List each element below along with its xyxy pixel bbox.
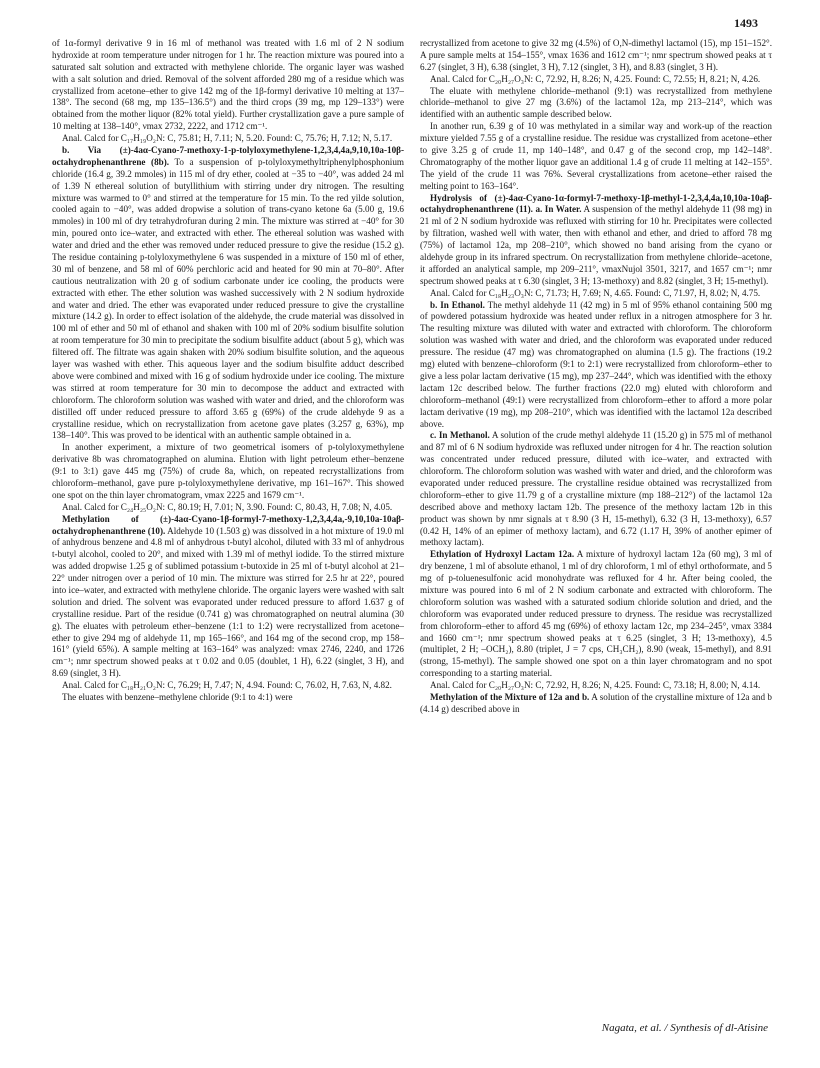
- right-column: [420, 38, 772, 1008]
- paragraph-text: A suspension of the methyl aldehyde 11 (98 mg) in 21 ml of 2 N sodium hydroxide was refluxed with stirring for 10 hr. Precipitates were collected by filtration, washed well with water, then with ethanol and ether, and dried to afford 78 mg (75%) of lactamol 12a, mp 208–210°, which showed no band arising from the cyano or aldehyde group in its infrared spectrum. On recrystallization from methylene chloride–acetone, it afforded an analytical sample, mp 209–211°, νmaxNujol 3501, 3217, and 1657 cm⁻¹; nmr spectrum showed peaks at τ 6.30 (singlet, 3 H; 13-methoxy) and 8.82 (singlet, 3 H; 15-methyl).: [420, 204, 772, 286]
- paragraph: The eluate with methylene chloride–methanol (9:1) was recrystallized from methylene chloride–methanol to give 27 mg (3.6%) of the lactamol 12a, mp 213–214°, which was identified with an authentic sample described below.: [420, 85, 772, 120]
- paragraph: [420, 300, 772, 431]
- paragraph-text: A solution of the crystalline mixture of 12a and b (4.14 g) described above in: [420, 691, 772, 714]
- paragraph: [420, 430, 772, 549]
- paragraph: of 1α-formyl derivative 9 in 16 ml of methanol was treated with 1.6 ml of 2 N sodium hydroxide at room temperature under nitrogen for 1 hr. The reaction mixture was poured into a saturated salt solution and extracted with methylene chloride. The organic layer was washed with a salt solution and dried. Removal of the solvent afforded 280 mg of a residue which was crystallized from acetone–ether to give 142 mg of the 1β-formyl derivative 10 melting at 137–138°. The second (68 mg, mp 135–136.5°) and the third crops (39 mg, mp 129–133°) were obtained from the mother liquor (82% total yield). Further crystallization gave a pure sample of 10 melting at 138–140°, νmax 2732, 2222, and 1712 cm⁻¹.: [52, 38, 404, 132]
- paragraph-text: Aldehyde 10 (1.503 g) was dissolved in a hot mixture of 19.0 ml of anhydrous benzene and 4.8 ml of anhydrous t-butyl alcohol, diluted with 33 ml of anhydrous t-butyl alcohol, cooled to 20°, and mixed with 1.39 ml of methyl iodide. To the stirred mixture was added dropwise 1.25 g of sublimed potassium t-butoxide in 25 ml of t-butyl alcohol at 21–22° under nitrogen over a period of 10 min. The mixture was stirred for 2.5 hr at 22°, poured into ice–water, and extracted with methylene chloride. The organic layers were washed with salt solution and dried. The solvent was evaporated under reduced pressure to afford 1.637 g of crystalline residue. Part of the residue (0.741 g) was chromatographed on neutral alumina (30 g). The eluates with petroleum ether–benzene (1:1 to 1:2) were recrystallized from acetone–ether to give 294 mg of aldehyde 11, mp 165–166°, and 164 mg of the second crop, mp 158–161° (yield 65%). A sample melting at 163–164° was analyzed: νmax 2746, 2240, and 1726 cm⁻¹; nmr spectrum showed peaks at τ 0.02 and 0.05 (doublet, 1 H), 6.22 (singlet, 3 H), and 8.69 (singlet, 3 H).: [52, 525, 404, 679]
- section-heading: Ethylation of Hydroxyl Lactam 12a.: [430, 549, 575, 560]
- left-column: [52, 38, 404, 1008]
- paragraph: In another experiment, a mixture of two geometrical isomers of p-tolyloxymethylene derivative 8b was chromatographed on alumina. Elution with light petroleum ether–benzene (9:1 to 3:1) gave 445 mg (75%) of crude 8a, which, on repeated recrystallizations from chloroform–methanol, gave pure p-tolyloxymethylene derivative, mp 161–167°. This showed one spot on the thin layer chromatogram, νmax 2225 and 1679 cm⁻¹.: [52, 442, 404, 500]
- running-footer: Nagata, et al. / Synthesis of dl-Atisine: [601, 1022, 768, 1034]
- section-heading: Methylation of the Mixture of 12a and b.: [430, 691, 590, 702]
- analysis-line: Anal. Calcd for C₁₇H₁₉O₂N: C, 75.81; H, 7.11; N, 5.20. Found: C, 75.76; H, 7.12; N, 5.17.: [62, 133, 393, 144]
- section-heading: b. In Ethanol.: [430, 299, 485, 310]
- paragraph-text: A solution of the crude methyl aldehyde 11 (15.20 g) in 575 ml of methanol and 87 ml of 6 N sodium hydroxide was refluxed under nitrogen for 4 hr. The reaction solution was concentrated under reduced pressure, diluted with ice–water, and extracted with chloroform. The chloroform solution was washed with water and dried, and the chloroform was evaporated under reduced pressure. The crystalline residue obtained was recrystallized from chloroform–ether to give 11.79 g of a crystalline mixture (mp 188–212°) of the lactamol 12a described above and methoxy lactam 12b. The presence of the methoxy lactam 12b in this product was shown by nmr signals at τ 8.90 (3 H, 15-methyl), 6.32 (3 H, 13-methoxy), 6.57 (0.42 H, 14% of an epimer of methoxy lactam), and 6.72 (1.17 H, 39% of another epimer of methoxy lactam).: [420, 430, 772, 548]
- paragraph: [52, 145, 404, 442]
- paragraph-text: A mixture of hydroxyl lactam 12a (60 mg), 3 ml of dry benzene, 1 ml of absolute ethanol, 1 ml of dry chloroform, 1 ml of ethyl orthoformate, and 5 mg of p-toluenesulfonic acid monohydrate was refluxed for 4 hr. After being cooled, the mixture was poured into 6 ml of 2 N sodium carbonate and extracted with chloroform. The chloroform solution was washed with a saturated sodium chloride solution and dried, and the chloroform was evaporated under reduced pressure to dryness. The residue was recrystallized from chloroform–ether to afford 45 mg (69%) of ethoxy lactam 12c, mp 234–245°, νmax 3384 and 1660 cm⁻¹; nmr spectrum showed peaks at τ 6.25 (singlet, 3 H; 13-methoxy), 4.5 (multiplet, 2 H; –OCH₂), 8.80 (triplet, J = 7 cps, CH₃CH₂), 8.90 (weak, 15-methyl), and 8.91 (strong, 15-methyl). The sample showed one spot on a thin layer chromatogram and no spot corresponding to a starting material.: [420, 549, 773, 679]
- paragraph-text: To a suspension of p-tolyloxymethyltriphenylphosphonium chloride (16.4 g, 39.2 mmoles) in 115 ml of dry ether, cooled at −35 to −40°, was added 24 ml of 1.39 N ethereal solution of butyllithium with stirring under dry nitrogen. The resulting mixture was warmed to 0° and stirred at the temperature for 15 min. To the red yilde solution, cooled again to −40°, was added dropwise a solution of trans-cyano ketone 6a (5.00 g, 19.6 mmoles) in 100 ml of dry tetrahydrofuran during 2 min. The mixture was stirred at −40° for 30 min, poured onto ice–water, and extracted with ether. The ethereal solution was washed with water and dried and the ether was removed under reduced pressure to give the residue (15.2 g). The residue containing p-tolyloxymethylene 6 was suspended in a mixture of 150 ml of ether, 30 ml of benzene, and 58 ml of 60% perchloric acid and heated for 90 min at 70–80°. After cautious neutralization with 20 g of sodium carbonate under ice cooling, the products were extracted with ether. The ether solution was washed successively with 2 N sodium hydroxide and water and dried. The ether was evaporated under reduced pressure to give the crystalline mixture (14.2 g). In order to effect isolation of the aldehyde, the crude material was dissolved in 100 ml of ether and 50 ml of ethanol and shaken with 100 ml of 20% sodium bisulfite solution at room temperature for 30 min to precipitate the sodium bisulfite adduct (about 5 g), which was filtered off. The filtrate was again shaken with 20% sodium bisulfite solution, and the aqueous layer was washed with ether. This aqueous layer and the sodium bisulfite adduct described above were combined and mixed with 16 g of sodium hydroxide under ice cooling. The mixture was stirred at room temperature for 30 min to decompose the adduct and extracted with chloroform. The chloroform solution was washed with water and dried, and the chloroform was distilled off under reduced pressure to afford 3.65 g (69%) of the crude aldehyde 9 as a crystalline residue, which on recrystallization from acetone gave plates (3.257 g, 63%), mp 138–140°. This was proved to be identical with an authentic sample obtained in a.: [52, 156, 404, 441]
- paragraph: [420, 549, 772, 680]
- section-heading: c. In Methanol.: [430, 430, 490, 441]
- paragraph: [52, 514, 404, 680]
- section-heading: Methylation of (±)-4aα-Cyano-1β-formyl-7-methoxy-1,2,3,4,4a,-9,10,10a-10aβ-octahydrophenanthrene (10).: [52, 513, 404, 536]
- analysis-line: Anal. Calcd for C₂₀H₂₇O₃N: C, 72.92, H, 8.26; N, 4.25. Found: C, 72.55; H, 8.21; N, 4.26.: [430, 73, 761, 84]
- paragraph: The eluates with benzene–methylene chloride (9:1 to 4:1) were: [62, 691, 293, 702]
- analysis-line: Anal. Calcd for C₁₈H₂₃O₃N: C, 71.73; H, 7.69; N, 4.65. Found: C, 71.97, H, 8.02; N, 4.75.: [430, 287, 761, 298]
- paragraph: In another run, 6.39 g of 10 was methylated in a similar way and work-up of the reaction mixture yielded 7.55 g of a crystalline residue. The residue was crystallized from acetone–ether to give 3.25 g of crude 11, mp 140–148°, and 0.47 g of the second crop, mp 142–148°. Chromatography of the mother liquor gave an additional 1.4 g of crude 11 melting at 142–155°. The yield of the crude 11 was 76%. Several crystallizations from acetone–ether raised the melting point to 163–164°.: [420, 121, 772, 191]
- paragraph: [420, 692, 772, 716]
- article-body: [52, 38, 772, 1008]
- section-heading: Hydrolysis of (±)-4aα-Cyano-1α-formyl-7-methoxy-1β-methyl-1-2,3,4,4a,10,10a-10aβ-octahydrophenanthrene (11). a. In Water.: [420, 192, 772, 215]
- paragraph-text: The methyl aldehyde 11 (42 mg) in 5 ml of 95% ethanol containing 500 mg of powdered potassium hydroxide was heated under reflux in a nitrogen atmosphere for 3 hr. The resulting mixture was diluted with water and extracted with chloroform. The chloroform solution was washed with water and dried, and the chloroform was evaporated under reduced pressure. The residue (47 mg) was chromatographed on alumina (1.5 g). The fractions (19.2 mg) eluted with benzene–chloroform (9:1 to 2:1) were recrystallized from chloroform–ether to give a less polar lactam derivative (15 mg), mp 237–244°, which was identified with the ethoxy lactam 12c described below. The further fractions (22.0 mg) eluted with chloroform and chloroform–methanol (49:1) were recrystallized from chloroform–ether to afford a more polar lactam derivative (19 mg), mp 208–210°, which was identified with the lactamol 12a described above.: [420, 299, 772, 429]
- analysis-line: Anal. Calcd for C₂₄H₂₅O₂N: C, 80.19; H, 7.01; N, 3.90. Found: C, 80.43, H, 7.08; N, 4.05.: [62, 501, 393, 512]
- page-number: 1493: [734, 16, 758, 30]
- section-heading: b. Via (±)-4aα-Cyano-7-methoxy-1-p-tolyloxymethylene-1,2,3,4,4a,9,10,10a-10β-octahydrophenanthrene (8b).: [52, 145, 404, 167]
- paragraph: recrystallized from acetone to give 32 mg (4.5%) of O,N-dimethyl lactamol (15), mp 151–152°. A pure sample melts at 154–155°, νmax 1636 and 1612 cm⁻¹; nmr spectrum showed peaks at τ 6.27 (singlet, 3 H), 6.38 (singlet, 3 H), 7.12 (singlet, 3 H), and 8.83 (singlet, 3 H).: [420, 38, 772, 72]
- analysis-line: Anal. Calcd for C₁₈H₂₁O₂N: C, 76.29; H, 7.47; N, 4.94. Found: C, 76.02, H, 7.63, N, 4.82.: [62, 680, 392, 691]
- paragraph: [420, 193, 772, 288]
- analysis-line: Anal. Calcd for C₂₀H₂₇O₃N: C, 72.92, H, 8.26; N, 4.25. Found: C, 73.18; H, 8.00; N, 4.14.: [430, 680, 761, 691]
